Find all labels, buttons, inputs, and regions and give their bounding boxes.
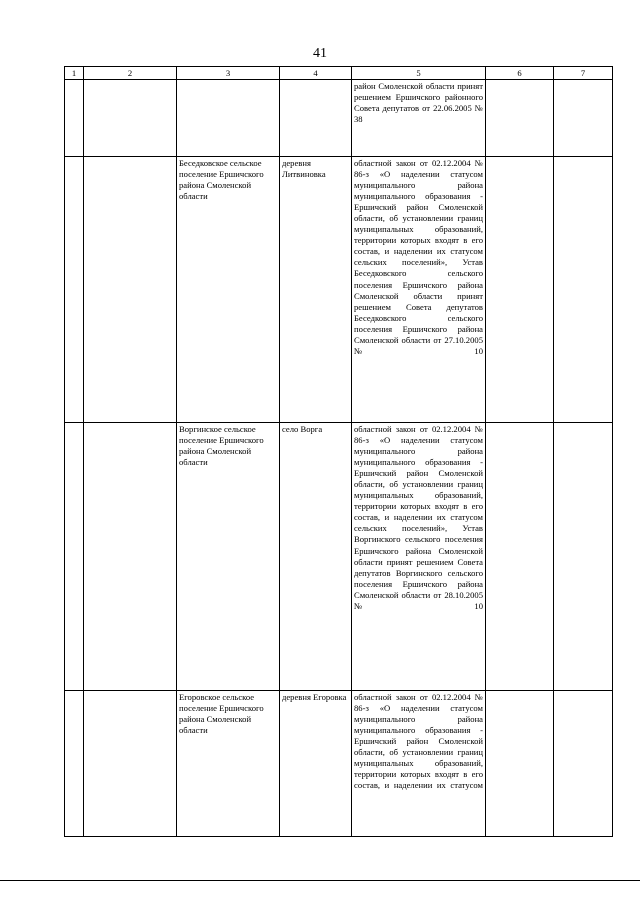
registry-table (64, 66, 613, 837)
cell-col-1 (65, 157, 84, 423)
cell-col-7 (554, 423, 613, 691)
settlement-name-cell: Беседковское сельское поселение Ершичского района Смоленской области (177, 157, 280, 423)
cell-col-2 (84, 80, 177, 157)
table-row (65, 423, 613, 691)
legal-basis-cell: областной закон от 02.12.2004 № 86-з «О наделении статусом муниципального района муниципального образования - Ершичский район Смоленской области, об установлении границ муниципальных образований, территории которых входят в его состав, и наделении их статусом сельских поселений», Устав Беседковского сельского поселения Ершичского района Смоленской области принят решением Совета депутатов Беседковского сельского поселения Ершичского района Смоленской области от 27.10.2005 № 10 (352, 157, 486, 423)
admin-center-cell: село Ворга (280, 423, 352, 691)
legal-basis-cell: областной закон от 02.12.2004 № 86-з «О наделении статусом муниципального района муниципального образования - Ершичский район Смоленской области, об установлении границ муниципальных образований, территории которых входят в его состав, и наделении их статусом (352, 691, 486, 837)
cell-col-7 (554, 157, 613, 423)
table-row (65, 157, 613, 423)
cell-col-7 (554, 80, 613, 157)
cell-col-1 (65, 423, 84, 691)
table-row (65, 80, 613, 157)
cell-col-1 (65, 80, 84, 157)
admin-center-cell (280, 80, 352, 157)
admin-center-cell: деревня Литвиновка (280, 157, 352, 423)
table-row (65, 691, 613, 837)
cell-col-1 (65, 691, 84, 837)
cell-col-6 (486, 80, 554, 157)
legal-basis-cell: район Смоленской области принят решением Ершичского районного Совета депутатов от 22.06.2005 № 38 (352, 80, 486, 157)
header-col-1: 1 (65, 67, 84, 80)
cell-col-2 (84, 691, 177, 837)
cell-col-6 (486, 691, 554, 837)
cell-col-6 (486, 157, 554, 423)
header-col-4: 4 (280, 67, 352, 80)
header-col-5: 5 (352, 67, 486, 80)
header-col-7: 7 (554, 67, 613, 80)
footer-rule (0, 880, 640, 881)
settlement-name-cell: Егоровское сельское поселение Ершичского района Смоленской области (177, 691, 280, 837)
cell-col-2 (84, 423, 177, 691)
legal-basis-cell: областной закон от 02.12.2004 № 86-з «О наделении статусом муниципального района муниципального образования - Ершичский район Смоленской области, об установлении границ муниципальных образований, территории которых входят в его состав, и наделении их статусом сельских поселений», Устав Воргинского сельского поселения Ершичского района Смоленской области принят решением Совета депутатов Воргинского сельского поселения Ершичского района Смоленской области от 28.10.2005 № 10 (352, 423, 486, 691)
admin-center-cell: деревня Егоровка (280, 691, 352, 837)
header-col-6: 6 (486, 67, 554, 80)
page-number: 41 (313, 46, 327, 61)
header-row (65, 67, 613, 80)
settlement-name-cell: Воргинское сельское поселение Ершичского района Смоленской области (177, 423, 280, 691)
header-col-3: 3 (177, 67, 280, 80)
cell-col-6 (486, 423, 554, 691)
cell-col-2 (84, 157, 177, 423)
cell-col-7 (554, 691, 613, 837)
settlement-name-cell (177, 80, 280, 157)
header-col-2: 2 (84, 67, 177, 80)
